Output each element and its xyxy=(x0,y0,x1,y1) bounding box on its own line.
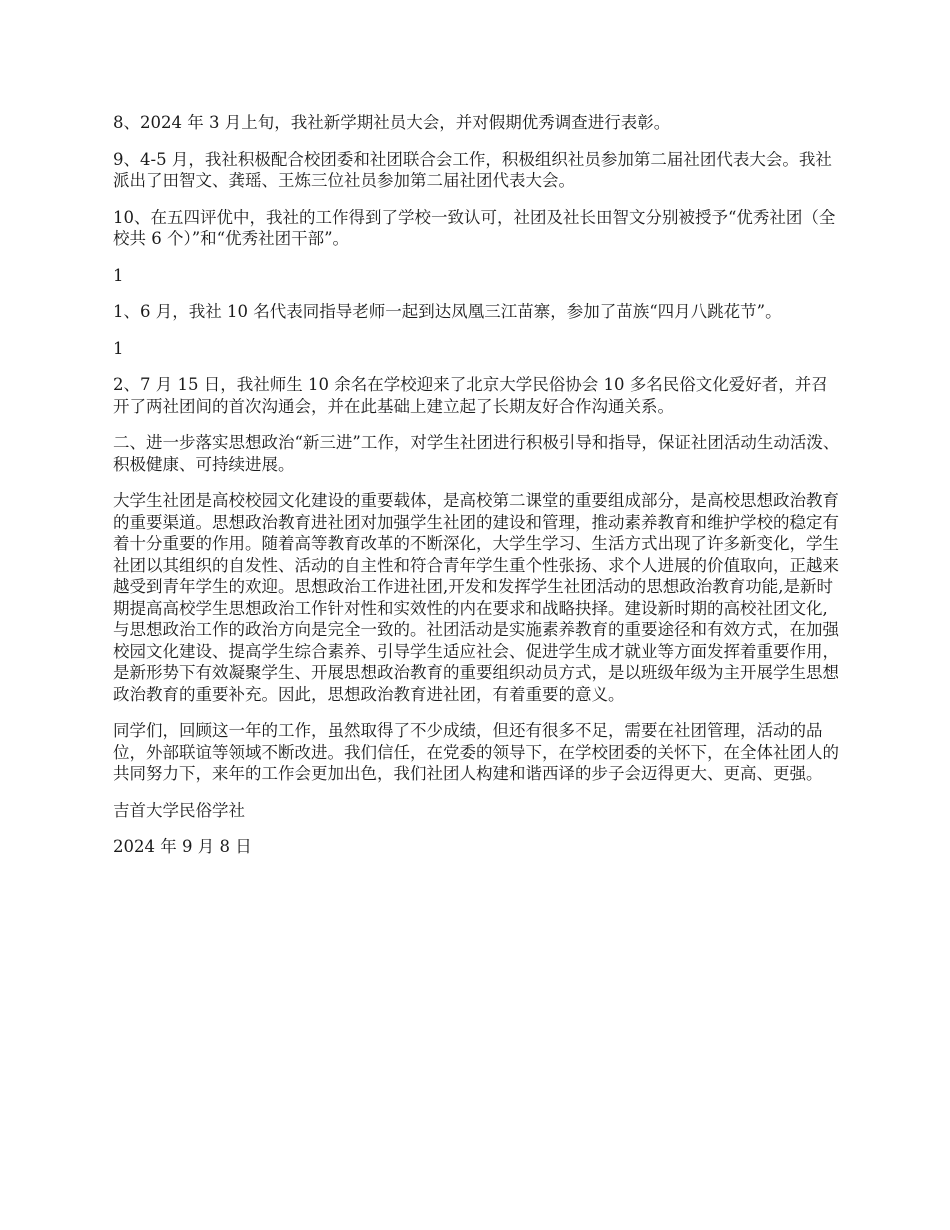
section-number: 1 xyxy=(113,265,124,285)
document-body xyxy=(113,112,843,873)
paragraph-item-9: 9、4-5 月，我社积极配合校团委和社团联合会工作，积极组织社员参加第二届社团代表大会。我社派出了田智文、龚瑶、王炼三位社员参加第二届社团代表大会。 xyxy=(113,149,832,190)
signature-date: 2024 年 9 月 8 日 xyxy=(113,837,252,856)
paragraph-item-10: 10、在五四评优中，我社的工作得到了学校一致认可，社团及社长田智文分别被授予“优秀社团（全校共 6 个）”和“优秀社团干部”。 xyxy=(113,207,836,248)
section-heading: 二、进一步落实思想政治“新三进”工作，对学生社团进行积极引导和指导，保证社团活动生动活泼、积极健康、可持续进展。 xyxy=(113,433,840,474)
body-paragraph: 大学生社团是高校校园文化建设的重要载体，是高校第二课堂的重要组成部分，是高校思想政治教育的重要渠道。思想政治教育进社团对加强学生社团的建设和管理，推动素养教育和维护学校的稳定有着十分重要的作用。随着高等教育改革的不断深化，大学生学习、生活方式出现了许多新变化，学生社团以其组织的自发性、活动的自主性和符合青年学生重个性张扬、求个人进展的价值取向，正越来越受到青年学生的欢迎。思想政治工作进社团,开发和发挥学生社团活动的思想政治教育功能,是新时期提高高校学生思想政治工作针对性和实效性的内在要求和战略抉择。建设新时期的高校社团文化,与思想政治工作的政治方向是完全一致的。社团活动是实施素养教育的重要途径和有效方式，在加强校园文化建设、提高学生综合素养、引导学生适应社会、促进学生成才就业等方面发挥着重要作用，是新形势下有效凝聚学生、开展思想政治教育的重要组织动员方式，是以班级年级为主开展学生思想政治教育的重要补充。因此，思想政治教育进社团，有着重要的意义。 xyxy=(113,491,839,704)
paragraph-item-2: 2、7 月 15 日，我社师生 10 余名在学校迎来了北京大学民俗协会 10 多名民俗文化爱好者，并召开了两社团间的首次沟通会，并在此基础上建立起了长期友好合作沟通关系。 xyxy=(113,375,828,416)
section-number: 1 xyxy=(113,338,124,358)
closing-paragraph: 同学们，回顾这一年的工作，虽然取得了不少成绩，但还有很多不足，需要在社团管理，活动的品位，外部联谊等领域不断改进。我们信任，在党委的领导下，在学校团委的关怀下，在全体社团人的共同努力下，来年的工作会更加出色，我们社团人构建和谐西译的步子会迈得更大、更高、更强。 xyxy=(113,721,839,783)
paragraph-item-8: 8、2024 年 3 月上旬，我社新学期社员大会，并对假期优秀调查进行表彰。 xyxy=(113,113,671,132)
signature-organization: 吉首大学民俗学社 xyxy=(113,800,245,820)
paragraph-item-1: 1、6 月，我社 10 名代表同指导老师一起到达凤凰三江苗寨，参加了苗族“四月八跳花节”。 xyxy=(113,302,782,321)
